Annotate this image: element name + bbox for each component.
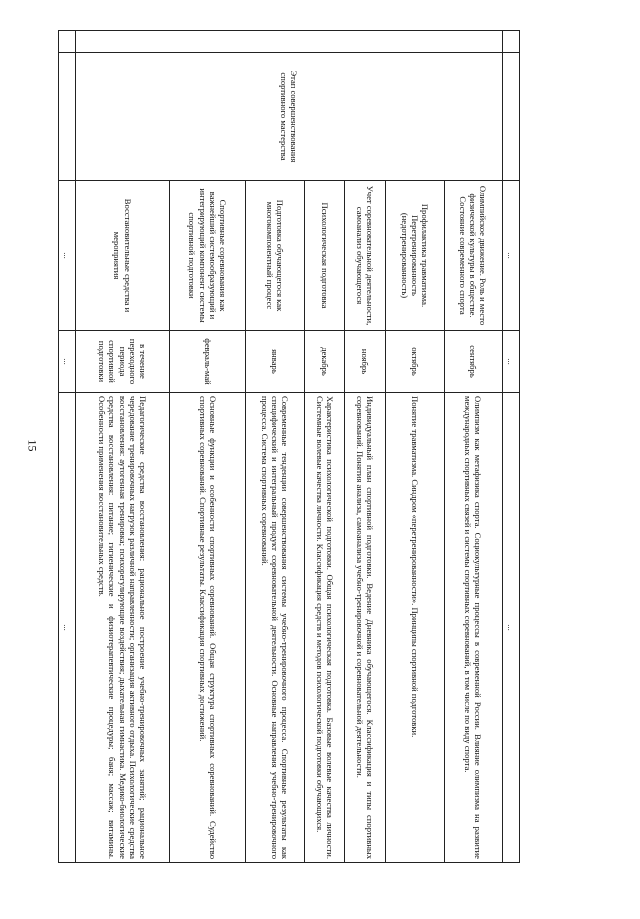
- cell-dots: ...: [59, 181, 76, 331]
- date-cell: ноябрь: [345, 331, 386, 393]
- cell-dots: ...: [59, 393, 76, 863]
- content-cell: Педагогические средства восстановления: рациональное построение учебно-тренировочных занятий; рациональное чередование тренировочных нагрузок различной направленности; организация активного отдыха. Психологические средства восстановления: аутогенная тренировка; психорегулирующие воздействия; дыхательная гимнастика. Медико-биологические средства восстановления: питание; гигиенические и физиотерапевтические процедуры; баня; массаж; витамины. Особенности применения восстановительных средств.: [76, 393, 170, 863]
- content-cell: Основные функции и особенности спортивных соревнований. Общая структура спортивных соревнований. Судейство спортивных соревнований. Спортивные результаты. Классификация спортивных достижений.: [170, 393, 246, 863]
- content-cell: Характеристика психологической подготовки. Общая психологическая подготовка. Базовые волевые качества личности. Системные волевые качества личности. Классификация средств и методов психологической подготовки обучающихся.: [304, 393, 345, 863]
- page-number: 15: [25, 439, 40, 452]
- cell-dots: [59, 31, 76, 53]
- topic-cell: Олимпийское движение. Роль и место физической культуры в обществе. Состояние современного спорта: [444, 181, 502, 331]
- cell-dots: [59, 53, 76, 181]
- date-cell: сентябрь: [444, 331, 502, 393]
- topic-cell: Профилактика травматизма. Перетренированность (недотренированность): [386, 181, 444, 331]
- date-cell: январь: [246, 331, 304, 393]
- date-cell: октябрь: [386, 331, 444, 393]
- table-row-continuation: [503, 31, 520, 863]
- cell-dots: [503, 53, 520, 181]
- content-cell: Индивидуальный план спортивной подготовки. Ведение Дневника обучающегося. Классификация и типы спортивных соревнований. Понятия анализа, самоанализа учебно-тренировочной и соревновательной деятельности.: [345, 393, 386, 863]
- topic-cell: Учет соревновательной деятельности, самоанализ обучающегося: [345, 181, 386, 331]
- topic-cell: Спортивные соревнования как важнейший системообразующий и интегрирующий компонент системы спортивной подготовки: [170, 181, 246, 331]
- date-cell: декабрь: [304, 331, 345, 393]
- cell-dots: [503, 31, 520, 53]
- cell-dots: ...: [503, 393, 520, 863]
- topic-cell: Психологическая подготовка: [304, 181, 345, 331]
- content-cell: Понятие травматизма. Синдром «перетренированности». Принципы спортивной подготовки.: [386, 393, 444, 863]
- date-cell: в течение переходного периода спортивной подготовки: [76, 331, 170, 393]
- rotated-table-container: [58, 30, 520, 862]
- cell-dots: ...: [503, 331, 520, 393]
- table-row-continuation: [59, 31, 76, 863]
- curriculum-table: [58, 30, 520, 863]
- stage-cell: Этап совершенствования спортивного мастерства: [76, 53, 503, 181]
- table-row: [444, 31, 502, 863]
- cell-dots: ...: [503, 181, 520, 331]
- topic-cell: Восстановительные средства и мероприятия: [76, 181, 170, 331]
- content-cell: Олимпизм как метафизика спорта. Социокультурные процессы в современной России. Влияние олимпизма на развитие международных спортивных связей и системы спортивных соревнований, в том числе по виду спорта.: [444, 393, 502, 863]
- cell-dots: ...: [59, 331, 76, 393]
- cell-empty: [76, 31, 503, 53]
- date-cell: февраль-май: [170, 331, 246, 393]
- content-cell: Современные тенденции совершенствования системы учебно-тренировочного процесса. Спортивные результаты как специфический и интегральный продукт соревновательной деятельности. Основные направления учебно-тренировочного процесса. Система спортивных соревнований.: [246, 393, 304, 863]
- topic-cell: Подготовка обучающегося как многокомпонентный процесс: [246, 181, 304, 331]
